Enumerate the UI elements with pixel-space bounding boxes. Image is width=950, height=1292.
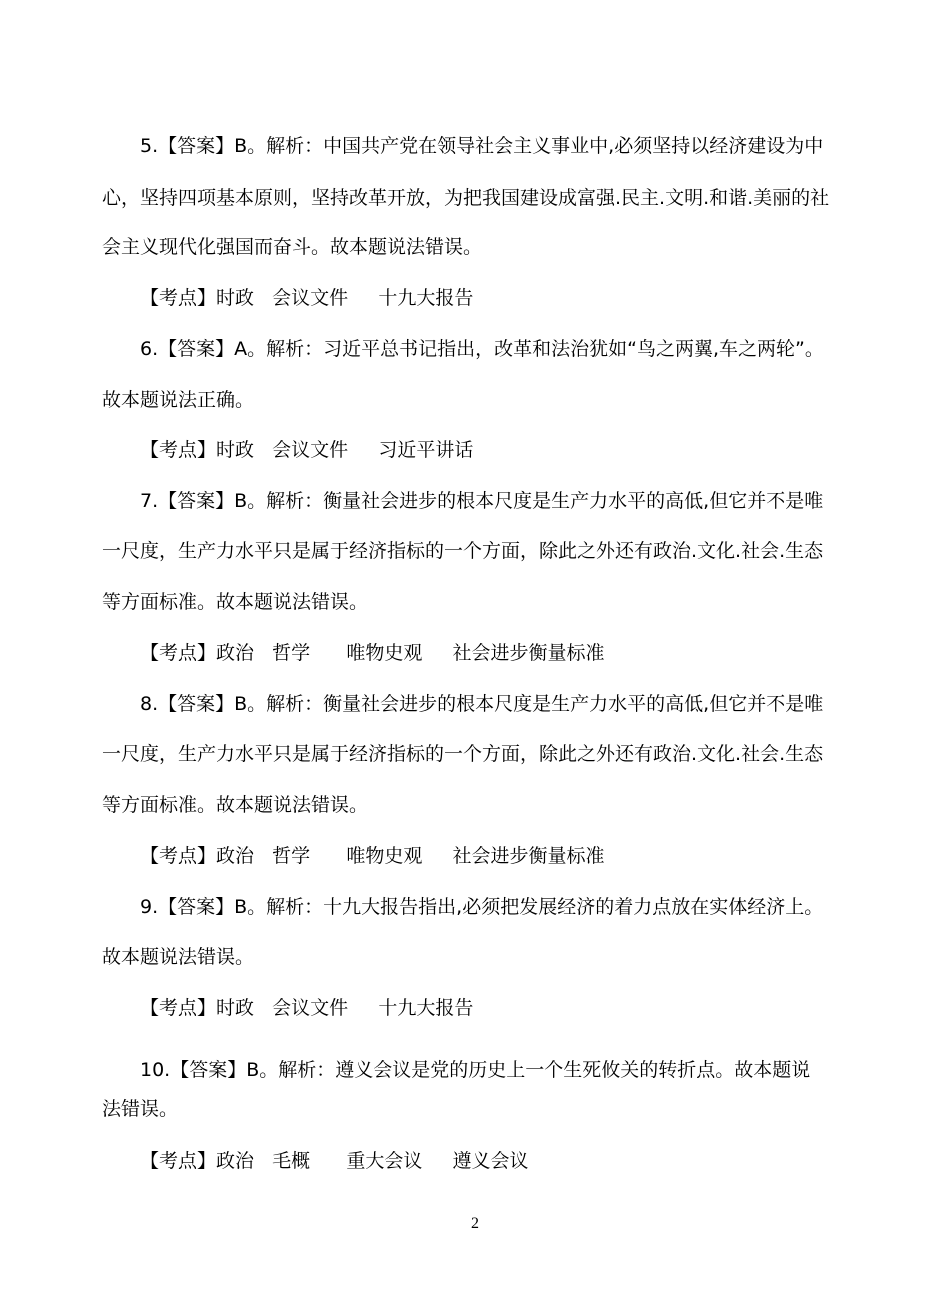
answer-5-line-2: 心，坚持四项基本原则，坚持改革开放，为把我国建设成富强.民主.文明.和谐.美丽的社 <box>102 187 830 209</box>
answer-6-line-1: 6.【答案】A。解析：习近平总书记指出，改革和法治犹如“鸟之两翼,车之两轮”。 <box>140 338 824 360</box>
answer-7-line-3: 等方面标准。故本题说法错误。 <box>102 591 369 613</box>
answer-5-line-1: 5.【答案】B。解析：中国共产党在领导社会主义事业中,必须坚持以经济建设为中 <box>140 135 824 157</box>
answer-8-line-2: 一尺度，生产力水平只是属于经济指标的一个方面，除此之外还有政治.文化.社会.生态 <box>102 743 824 765</box>
kaodian-8: 【考点】政治 哲学 唯物史观 社会进步衡量标准 <box>140 845 605 867</box>
kaodian-5: 【考点】时政 会议文件 十九大报告 <box>140 287 474 309</box>
answer-8-line-3: 等方面标准。故本题说法错误。 <box>102 794 369 816</box>
answer-7-line-1: 7.【答案】B。解析：衡量社会进步的根本尺度是生产力水平的高低,但它并不是唯 <box>140 490 824 512</box>
answer-10-line-1: 10.【答案】B。解析：遵义会议是党的历史上一个生死攸关的转折点。故本题说 <box>140 1059 811 1081</box>
answer-5-line-3: 会主义现代化强国而奋斗。故本题说法错误。 <box>102 236 483 258</box>
kaodian-7: 【考点】政治 哲学 唯物史观 社会进步衡量标准 <box>140 642 605 664</box>
answer-7-line-2: 一尺度，生产力水平只是属于经济指标的一个方面，除此之外还有政治.文化.社会.生态 <box>102 540 824 562</box>
answer-6-line-2: 故本题说法正确。 <box>102 389 255 411</box>
answer-8-line-1: 8.【答案】B。解析：衡量社会进步的根本尺度是生产力水平的高低,但它并不是唯 <box>140 693 824 715</box>
kaodian-9: 【考点】时政 会议文件 十九大报告 <box>140 997 474 1019</box>
page-number: 2 <box>471 1215 479 1232</box>
answer-9-line-1: 9.【答案】B。解析：十九大报告指出,必须把发展经济的着力点放在实体经济上。 <box>140 896 824 918</box>
kaodian-10: 【考点】政治 毛概 重大会议 遵义会议 <box>140 1150 529 1172</box>
answer-10-line-2: 法错误。 <box>102 1098 179 1120</box>
answer-9-line-2: 故本题说法错误。 <box>102 946 255 968</box>
kaodian-6: 【考点】时政 会议文件 习近平讲话 <box>140 439 474 461</box>
